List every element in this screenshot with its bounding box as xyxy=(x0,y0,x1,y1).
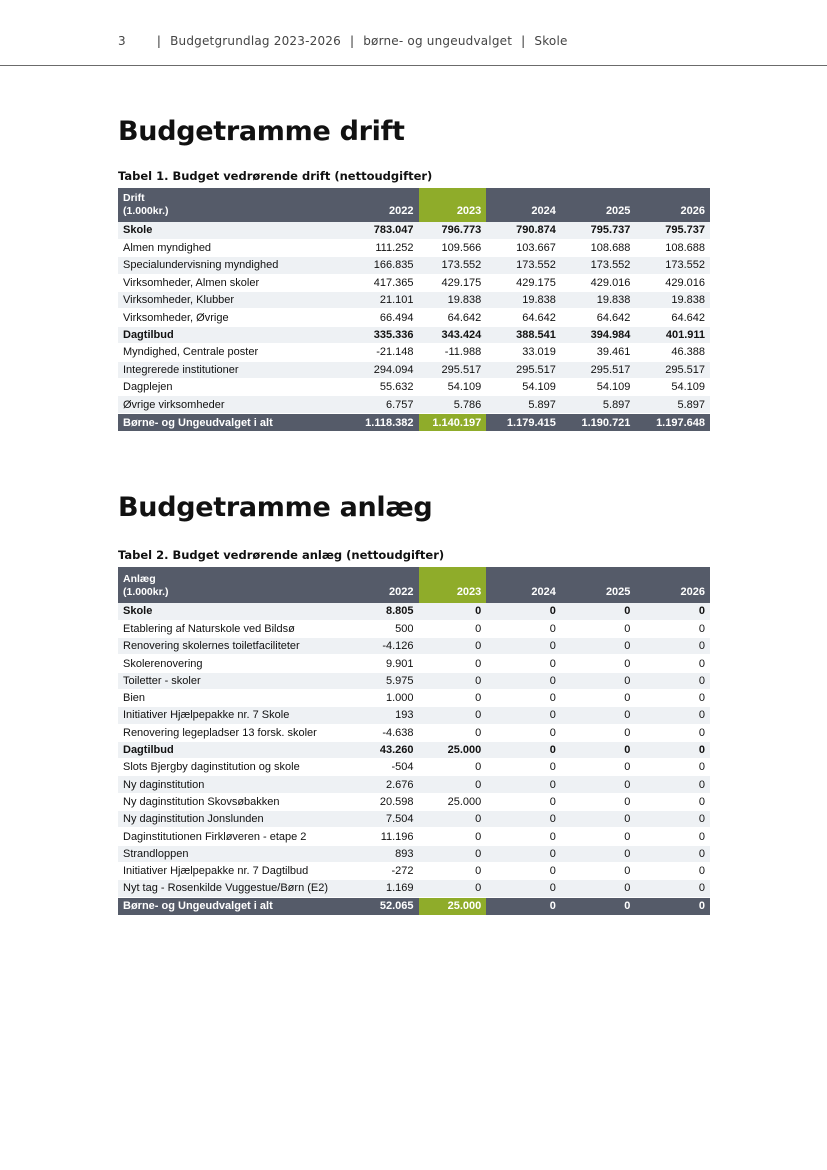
value-cell: 108.688 xyxy=(561,239,636,256)
row-label: Dagplejen xyxy=(118,379,344,396)
value-cell: 295.517 xyxy=(419,361,487,378)
row-label: Toiletter - skoler xyxy=(118,672,344,689)
row-label: Skole xyxy=(118,222,344,239)
table-row xyxy=(118,292,710,309)
row-label: Initiativer Hjælpepakke nr. 7 Skole xyxy=(118,707,344,724)
value-cell: 55.632 xyxy=(344,379,419,396)
value-cell: 0 xyxy=(419,724,487,741)
heading-drift: Budgetramme drift xyxy=(118,116,405,147)
value-cell: 173.552 xyxy=(486,257,561,274)
value-cell: 0 xyxy=(635,672,710,689)
value-cell: 193 xyxy=(344,707,419,724)
value-cell: 108.688 xyxy=(635,239,710,256)
table-row xyxy=(118,620,710,637)
table-row xyxy=(118,379,710,396)
value-cell: -4.638 xyxy=(344,724,419,741)
value-cell: 0 xyxy=(419,689,487,706)
value-cell: 0 xyxy=(561,759,636,776)
row-label: Myndighed, Centrale poster xyxy=(118,344,344,361)
value-cell: 0 xyxy=(486,862,561,879)
value-cell: 0 xyxy=(561,793,636,810)
table-row xyxy=(118,638,710,655)
row-label: Bien xyxy=(118,689,344,706)
value-cell: 25.000 xyxy=(419,741,487,758)
value-cell: 0 xyxy=(486,880,561,897)
page-number: 3 xyxy=(118,34,126,48)
value-cell: 0 xyxy=(419,603,487,620)
value-cell: -21.148 xyxy=(344,344,419,361)
value-cell: 103.667 xyxy=(486,239,561,256)
value-cell: 64.642 xyxy=(486,309,561,326)
value-cell: 54.109 xyxy=(486,379,561,396)
table-row xyxy=(118,862,710,879)
year-header: 2025 xyxy=(605,205,631,217)
value-cell: 0 xyxy=(486,603,561,620)
table-row xyxy=(118,689,710,706)
value-cell: 335.336 xyxy=(344,326,419,343)
value-cell: 0 xyxy=(419,776,487,793)
value-cell: 0 xyxy=(419,845,487,862)
value-cell: 19.838 xyxy=(486,292,561,309)
value-cell: 0 xyxy=(419,828,487,845)
table-row xyxy=(118,707,710,724)
value-cell: 0 xyxy=(419,707,487,724)
value-cell: 790.874 xyxy=(486,222,561,239)
header-separator: | xyxy=(349,34,355,48)
row-label: Skolerenovering xyxy=(118,655,344,672)
value-cell: 64.642 xyxy=(635,309,710,326)
row-label: Slots Bjergby daginstitution og skole xyxy=(118,759,344,776)
value-cell: 0 xyxy=(419,862,487,879)
table-row xyxy=(118,257,710,274)
value-cell: 401.911 xyxy=(635,326,710,343)
value-cell: 0 xyxy=(486,689,561,706)
value-cell: 0 xyxy=(635,741,710,758)
table-row xyxy=(118,811,710,828)
value-cell: 429.175 xyxy=(486,274,561,291)
value-cell: -272 xyxy=(344,862,419,879)
value-cell: 0 xyxy=(635,793,710,810)
total-cell: 52.065 xyxy=(379,900,414,913)
value-cell: 0 xyxy=(561,672,636,689)
table-row xyxy=(118,724,710,741)
table-row xyxy=(118,776,710,793)
value-cell: 19.838 xyxy=(561,292,636,309)
value-cell: 795.737 xyxy=(561,222,636,239)
value-cell: 0 xyxy=(635,880,710,897)
value-cell: 0 xyxy=(561,603,636,620)
value-cell: 0 xyxy=(419,655,487,672)
table-row xyxy=(118,361,710,378)
header-label-line1: Anlæg xyxy=(123,573,156,585)
anlaeg-table xyxy=(118,567,710,915)
year-header: 2022 xyxy=(389,586,414,598)
drift-table xyxy=(118,188,710,431)
group-row xyxy=(118,222,710,239)
value-cell: 0 xyxy=(486,620,561,637)
value-cell: 295.517 xyxy=(486,361,561,378)
table-header-label xyxy=(118,188,344,222)
total-row xyxy=(118,897,710,915)
year-header-highlight: 2023 xyxy=(419,188,487,222)
year-header: 2024 xyxy=(531,205,556,217)
row-label: Dagtilbud xyxy=(118,326,344,343)
value-cell: 500 xyxy=(344,620,419,637)
value-cell: 0 xyxy=(486,707,561,724)
value-cell: 0 xyxy=(635,776,710,793)
total-cell-highlight: 1.140.197 xyxy=(419,413,487,431)
value-cell: 19.838 xyxy=(419,292,487,309)
value-cell: 21.101 xyxy=(344,292,419,309)
value-cell: 343.424 xyxy=(419,326,487,343)
value-cell: 6.757 xyxy=(344,396,419,413)
value-cell: 2.676 xyxy=(344,776,419,793)
value-cell: 0 xyxy=(561,707,636,724)
value-cell: 0 xyxy=(635,759,710,776)
row-label: Almen myndighed xyxy=(118,239,344,256)
caption-table-2: Tabel 2. Budget vedrørende anlæg (nettoudgifter) xyxy=(118,548,445,562)
value-cell: 5.975 xyxy=(344,672,419,689)
group-row xyxy=(118,603,710,620)
section-name: Skole xyxy=(534,34,568,48)
total-cell: 0 xyxy=(624,900,631,913)
value-cell: 795.737 xyxy=(635,222,710,239)
value-cell: 0 xyxy=(561,862,636,879)
value-cell: 0 xyxy=(419,620,487,637)
value-cell: 54.109 xyxy=(635,379,710,396)
value-cell: 64.642 xyxy=(561,309,636,326)
value-cell: -11.988 xyxy=(419,344,487,361)
year-header: 2025 xyxy=(605,586,631,598)
value-cell: 0 xyxy=(561,655,636,672)
committee-name: børne- og ungeudvalget xyxy=(363,34,513,48)
value-cell: 0 xyxy=(486,793,561,810)
value-cell: 39.461 xyxy=(561,344,636,361)
value-cell: 173.552 xyxy=(635,257,710,274)
value-cell: 1.000 xyxy=(344,689,419,706)
table-row xyxy=(118,344,710,361)
value-cell: 5.786 xyxy=(419,396,487,413)
value-cell: 7.504 xyxy=(344,811,419,828)
header-separator: | xyxy=(521,34,526,48)
value-cell: 429.175 xyxy=(419,274,487,291)
value-cell: 0 xyxy=(486,741,561,758)
value-cell: 64.642 xyxy=(419,309,487,326)
value-cell: 43.260 xyxy=(344,741,419,758)
value-cell: 11.196 xyxy=(344,828,419,845)
value-cell: 0 xyxy=(561,845,636,862)
total-cell: 0 xyxy=(698,900,705,913)
total-cell-highlight: 25.000 xyxy=(419,897,487,915)
value-cell: 166.835 xyxy=(344,257,419,274)
table-row xyxy=(118,793,710,810)
row-label: Dagtilbud xyxy=(118,741,344,758)
value-cell: 0 xyxy=(419,811,487,828)
value-cell: 5.897 xyxy=(635,396,710,413)
table-row xyxy=(118,309,710,326)
value-cell: -504 xyxy=(344,759,419,776)
value-cell: 109.566 xyxy=(419,239,487,256)
table-body xyxy=(118,222,710,413)
table-row xyxy=(118,396,710,413)
table-row xyxy=(118,759,710,776)
value-cell: 0 xyxy=(561,689,636,706)
value-cell: 111.252 xyxy=(344,239,419,256)
year-header: 2024 xyxy=(531,586,556,598)
table-body xyxy=(118,603,710,897)
year-header: 2026 xyxy=(680,586,705,598)
header-label-line2: (1.000kr.) xyxy=(123,205,169,217)
value-cell: 173.552 xyxy=(419,257,487,274)
value-cell: 0 xyxy=(486,672,561,689)
value-cell: 0 xyxy=(486,655,561,672)
row-label: Renovering legepladser 13 forsk. skoler xyxy=(118,724,344,741)
value-cell: 0 xyxy=(635,603,710,620)
table-header-row xyxy=(118,567,710,603)
value-cell: 0 xyxy=(419,759,487,776)
total-label: Børne- og Ungeudvalget i alt xyxy=(123,900,273,913)
value-cell: 0 xyxy=(486,828,561,845)
value-cell: 33.019 xyxy=(486,344,561,361)
value-cell: 0 xyxy=(635,811,710,828)
table-header-label xyxy=(118,567,344,603)
row-label: Virksomheder, Øvrige xyxy=(118,309,344,326)
value-cell: 796.773 xyxy=(419,222,487,239)
value-cell: 1.169 xyxy=(344,880,419,897)
value-cell: 8.805 xyxy=(344,603,419,620)
caption-table-1: Tabel 1. Budget vedrørende drift (nettoudgifter) xyxy=(118,169,433,183)
year-header-highlight: 2023 xyxy=(419,567,487,603)
row-label: Daginstitutionen Firkløveren - etape 2 xyxy=(118,828,344,845)
total-cell: 0 xyxy=(549,900,556,913)
value-cell: 25.000 xyxy=(419,793,487,810)
value-cell: 0 xyxy=(561,724,636,741)
table-row xyxy=(118,828,710,845)
row-label: Renovering skolernes toiletfaciliteter xyxy=(118,638,344,655)
value-cell: 0 xyxy=(486,845,561,862)
document-title: Budgetgrundlag 2023-2026 xyxy=(170,34,341,48)
value-cell: 429.016 xyxy=(561,274,636,291)
total-cell: 1.197.648 xyxy=(656,416,705,429)
year-header: 2022 xyxy=(389,205,414,217)
value-cell: 0 xyxy=(561,638,636,655)
value-cell: 783.047 xyxy=(344,222,419,239)
value-cell: 0 xyxy=(635,845,710,862)
value-cell: 388.541 xyxy=(486,326,561,343)
row-label: Ny daginstitution xyxy=(118,776,344,793)
table-row xyxy=(118,655,710,672)
value-cell: 9.901 xyxy=(344,655,419,672)
value-cell: 0 xyxy=(419,638,487,655)
value-cell: 5.897 xyxy=(486,396,561,413)
value-cell: 173.552 xyxy=(561,257,636,274)
value-cell: 0 xyxy=(419,880,487,897)
value-cell: 0 xyxy=(635,724,710,741)
header-label-line2: (1.000kr.) xyxy=(123,586,169,598)
value-cell: -4.126 xyxy=(344,638,419,655)
table-row xyxy=(118,672,710,689)
page-header xyxy=(0,0,827,66)
value-cell: 66.494 xyxy=(344,309,419,326)
table-row xyxy=(118,880,710,897)
value-cell: 54.109 xyxy=(419,379,487,396)
value-cell: 54.109 xyxy=(561,379,636,396)
group-row xyxy=(118,326,710,343)
row-label: Ny daginstitution Skovsøbakken xyxy=(118,793,344,810)
year-header: 2026 xyxy=(680,205,705,217)
header-line xyxy=(118,34,568,48)
header-label-line1: Drift xyxy=(123,192,145,204)
table-header-row xyxy=(118,188,710,222)
row-label: Skole xyxy=(118,603,344,620)
value-cell: 0 xyxy=(486,776,561,793)
row-label: Nyt tag - Rosenkilde Vuggestue/Børn (E2) xyxy=(118,880,344,897)
value-cell: 0 xyxy=(561,776,636,793)
value-cell: 5.897 xyxy=(561,396,636,413)
row-label: Integrerede institutioner xyxy=(118,361,344,378)
row-label: Ny daginstitution Jonslunden xyxy=(118,811,344,828)
value-cell: 19.838 xyxy=(635,292,710,309)
value-cell: 394.984 xyxy=(561,326,636,343)
value-cell: 0 xyxy=(561,811,636,828)
row-label: Specialundervisning myndighed xyxy=(118,257,344,274)
table-row xyxy=(118,239,710,256)
value-cell: 0 xyxy=(561,828,636,845)
value-cell: 0 xyxy=(486,759,561,776)
total-cell: 1.190.721 xyxy=(581,416,631,429)
value-cell: 0 xyxy=(561,620,636,637)
value-cell: 429.016 xyxy=(635,274,710,291)
table-row xyxy=(118,845,710,862)
value-cell: 0 xyxy=(635,689,710,706)
total-label: Børne- og Ungeudvalget i alt xyxy=(123,416,273,429)
header-separator: | xyxy=(156,34,162,48)
value-cell: 0 xyxy=(561,741,636,758)
value-cell: 0 xyxy=(486,638,561,655)
group-row xyxy=(118,741,710,758)
value-cell: 0 xyxy=(635,828,710,845)
heading-anlaeg: Budgetramme anlæg xyxy=(118,492,433,523)
row-label: Øvrige virksomheder xyxy=(118,396,344,413)
value-cell: 417.365 xyxy=(344,274,419,291)
value-cell: 893 xyxy=(344,845,419,862)
total-row xyxy=(118,413,710,431)
value-cell: 0 xyxy=(486,811,561,828)
row-label: Virksomheder, Almen skoler xyxy=(118,274,344,291)
total-cell: 1.179.415 xyxy=(506,416,556,429)
total-cell: 1.118.382 xyxy=(365,416,414,429)
value-cell: 294.094 xyxy=(344,361,419,378)
value-cell: 0 xyxy=(635,638,710,655)
row-label: Etablering af Naturskole ved Bildsø xyxy=(118,620,344,637)
value-cell: 0 xyxy=(486,724,561,741)
value-cell: 0 xyxy=(561,880,636,897)
value-cell: 20.598 xyxy=(344,793,419,810)
value-cell: 0 xyxy=(635,707,710,724)
row-label: Virksomheder, Klubber xyxy=(118,292,344,309)
value-cell: 46.388 xyxy=(635,344,710,361)
value-cell: 0 xyxy=(635,862,710,879)
table-row xyxy=(118,274,710,291)
value-cell: 0 xyxy=(635,655,710,672)
row-label: Initiativer Hjælpepakke nr. 7 Dagtilbud xyxy=(118,862,344,879)
value-cell: 0 xyxy=(419,672,487,689)
row-label: Strandloppen xyxy=(118,845,344,862)
value-cell: 0 xyxy=(635,620,710,637)
value-cell: 295.517 xyxy=(561,361,636,378)
value-cell: 295.517 xyxy=(635,361,710,378)
